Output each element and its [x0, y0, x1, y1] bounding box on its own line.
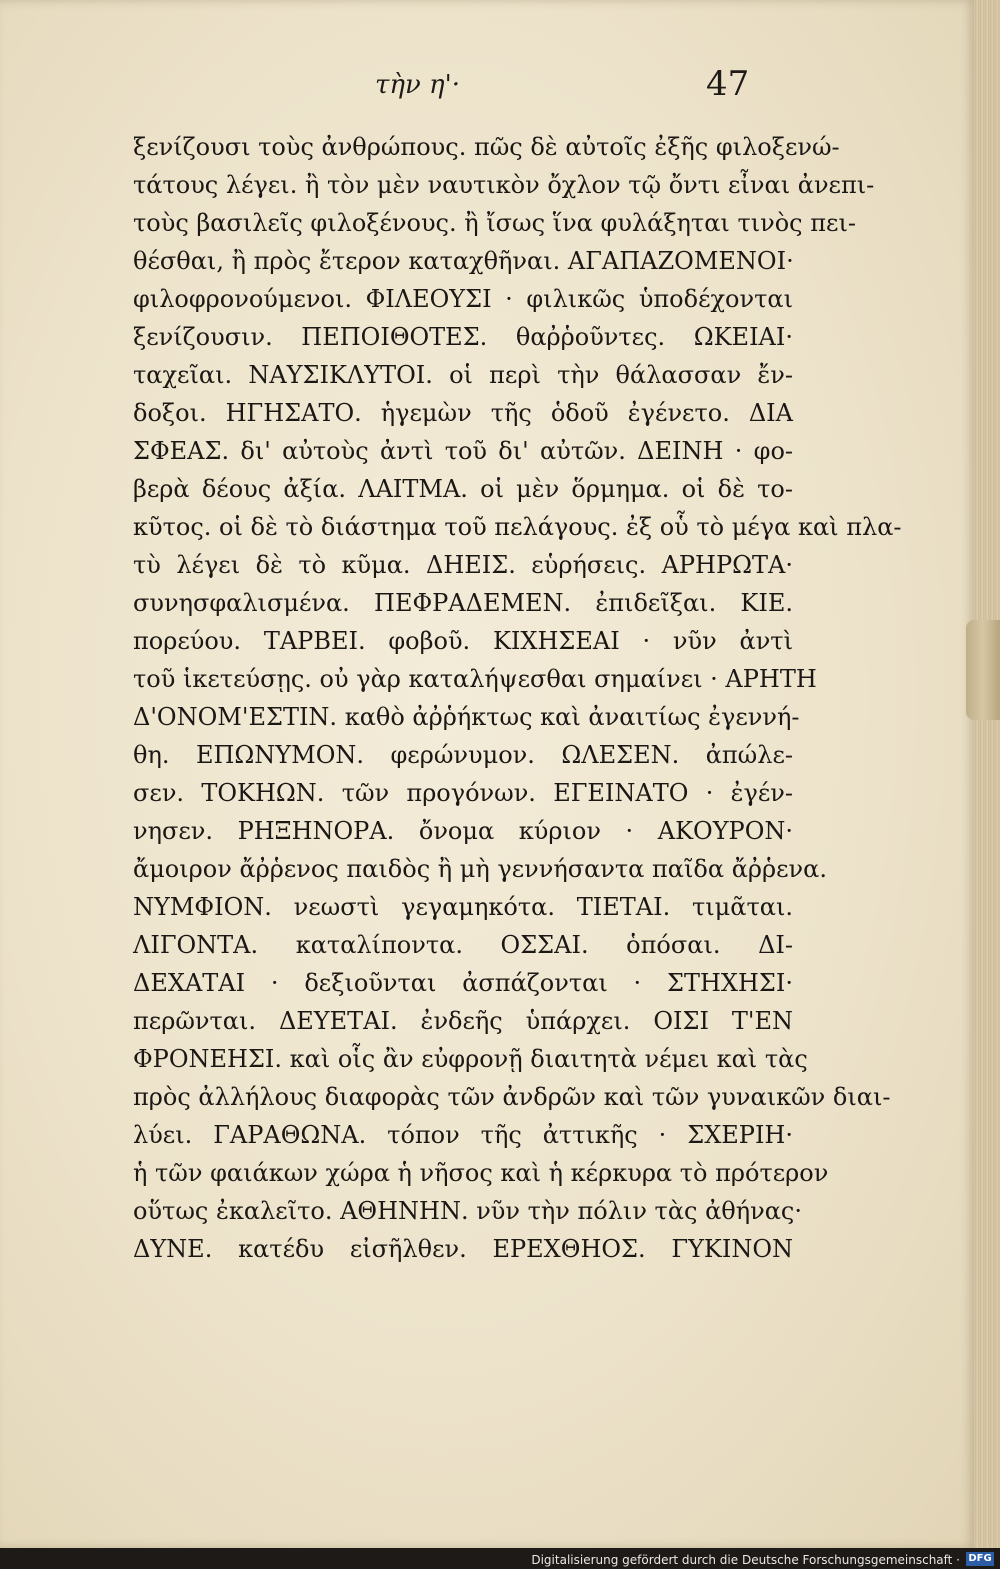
text-line: σεν. ΤΟΚΗΩΝ. τῶν προγόνων. ΕΓΕΙΝΑΤΟ · ἐγέν-	[133, 779, 793, 807]
running-head: τὴν η'·	[375, 70, 461, 100]
text-line: πορεύου. ΤΑΡΒΕΙ. φοβοῦ. ΚΙΧΗΣΕΑΙ · νῦν ἀντὶ	[133, 627, 793, 655]
text-line: ἡ τῶν φαιάκων χώρα ἡ νῆσος καὶ ἡ κέρκυρα τὸ πρότερον	[133, 1159, 829, 1187]
page-clip	[966, 620, 1000, 720]
text-line: τάτους λέγει. ἢ τὸν μὲν ναυτικὸν ὄχλον τῷ ὄντι εἶναι ἀνεπι-	[133, 171, 875, 199]
text-line: βερὰ δέους ἀξία. ΛΑΙΤΜΑ. οἱ μὲν ὅρμημα. οἱ δὲ το-	[133, 475, 793, 503]
footer-bar	[0, 1548, 1000, 1569]
text-line: ξενίζουσι τοὺς ἀνθρώπους. πῶς δὲ αὐτοῖς ἐξῆς φιλοξενώ-	[133, 133, 840, 161]
body-text	[133, 128, 902, 1268]
text-line: λύει. ΓΑΡΑΘΩΝΑ. τόπον τῆς ἀττικῆς · ΣΧΕΡΙΗ·	[133, 1121, 793, 1149]
text-line: ΔΕΧΑΤΑΙ · δεξιοῦνται ἀσπάζονται · ΣΤΗΧΗΣΙ·	[133, 969, 793, 997]
text-line: κῦτος. οἱ δὲ τὸ διάστημα τοῦ πελάγους. ἐξ οὗ τὸ μέγα καὶ πλα-	[133, 513, 902, 541]
text-line: τοῦ ἱκετεύσῃς. οὐ γὰρ καταλήψεσθαι σημαίνει · ΑΡΗΤΗ	[133, 665, 817, 693]
text-line: δοξοι. ΗΓΗΣΑΤΟ. ἡγεμὼν τῆς ὁδοῦ ἐγένετο. ΔΙΑ	[133, 399, 793, 427]
text-line: οὕτως ἐκαλεῖτο. ΑΘΗΝΗΝ. νῦν τὴν πόλιν τὰς ἀθήνας·	[133, 1197, 802, 1225]
text-line: ΔΥΝΕ. κατέδυ εἰσῆλθεν. ΕΡΕΧΘΗΟΣ. ΓΥΚΙΝΟΝ	[133, 1235, 793, 1263]
text-line: τὺ λέγει δὲ τὸ κῦμα. ΔΗΕΙΣ. εὑρήσεις. ΑΡΗΡΩΤΑ·	[133, 551, 793, 579]
text-line: Δ'ΟΝΟΜ'ΕΣΤΙΝ. καθὸ ἀῤῥήκτως καὶ ἀναιτίως ἐγεννή-	[133, 703, 800, 731]
text-line: ΛΙΓΟΝΤΑ. καταλίποντα. ΟΣΣΑΙ. ὁπόσαι. ΔΙ-	[133, 931, 793, 959]
text-line: πρὸς ἀλλήλους διαφορὰς τῶν ἀνδρῶν καὶ τῶν γυναικῶν διαι-	[133, 1083, 891, 1111]
text-line: ταχεῖαι. ΝΑΥΣΙΚΛΥΤΟΙ. οἱ περὶ τὴν θάλασσαν ἔν-	[133, 361, 793, 389]
digitization-credit: Digitalisierung gefördert durch die Deutsche Forschungsgemeinschaft ·	[531, 1553, 960, 1567]
text-line: θέσθαι, ἢ πρὸς ἔτερον καταχθῆναι. ΑΓΑΠΑΖΟΜΕΝΟΙ·	[133, 247, 794, 275]
text-line: ΝΥΜΦΙΟΝ. νεωστὶ γεγαμηκότα. ΤΙΕΤΑΙ. τιμᾶται.	[133, 893, 793, 921]
text-line: νησεν. ΡΗΞΗΝΟΡΑ. ὄνομα κύριον · ΑΚΟΥΡΟΝ·	[133, 817, 793, 845]
text-line: θη. ΕΠΩΝΥΜΟΝ. φερώνυμον. ΩΛΕΣΕΝ. ἀπώλε-	[133, 741, 793, 769]
page-edge	[974, 0, 1000, 1548]
page-number: 47	[706, 64, 750, 104]
text-line: ξενίζουσιν. ΠΕΠΟΙΘΟΤΕΣ. θαῤῥοῦντες. ΩΚΕΙΑΙ·	[133, 323, 793, 351]
text-line: φιλοφρονούμενοι. ΦΙΛΕΟΥΣΙ · φιλικῶς ὑποδέχονται	[133, 285, 793, 313]
text-line: περῶνται. ΔΕΥΕΤΑΙ. ἐνδεῆς ὑπάρχει. ΟΙΣΙ Τ'ΕΝ	[133, 1007, 793, 1035]
dfg-logo-icon: DFG	[966, 1552, 994, 1566]
text-line: ΣΦΕΑΣ. δι' αὐτοὺς ἀντὶ τοῦ δι' αὐτῶν. ΔΕΙΝΗ · φο-	[133, 437, 793, 465]
text-line: τοὺς βασιλεῖς φιλοξένους. ἢ ἴσως ἵνα φυλάξηται τινὸς πει-	[133, 209, 856, 237]
text-line: ΦΡΟΝΕΗΣΙ. καὶ οἷς ἂν εὐφρονῇ διαιτητὰ νέμει καὶ τὰς	[133, 1045, 808, 1073]
text-line: ἄμοιρον ἄῤῥενος παιδὸς ἢ μὴ γεννήσαντα παῖδα ἄῤῥενα.	[133, 855, 827, 883]
text-line: συνησφαλισμένα. ΠΕΦΡΑΔΕΜΕΝ. ἐπιδεῖξαι. ΚΙΕ.	[133, 589, 793, 617]
